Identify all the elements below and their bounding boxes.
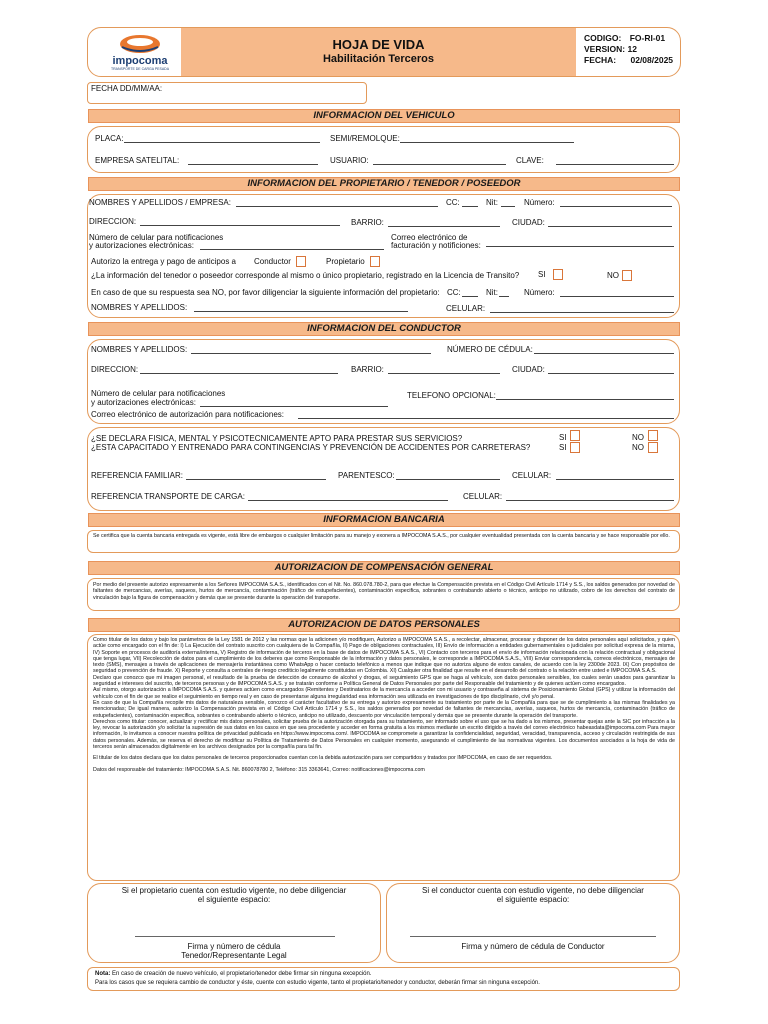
version-label: VERSION: (584, 44, 626, 54)
ref-transporte-celular-input[interactable] (506, 500, 674, 501)
nota-line-1: En caso de creación de nuevo vehículo, el propietario/tenedor debe firmar sin ninguna excepción. (112, 971, 372, 977)
section-compensacion: AUTORIZACION DE COMPENSACIÓN GENERAL (88, 561, 680, 575)
logo-text: impocoma (112, 55, 168, 67)
capacitado-si-checkbox[interactable] (570, 442, 580, 453)
cond-barrio-input[interactable] (388, 373, 500, 374)
capacitado-question: ¿ESTA CAPACITADO Y ENTRENADO PARA CONTINGENCIAS Y PREVENCIÓN DE ACCIDENTES POR CARRETERAS? (91, 443, 531, 452)
datos-p6: El titular de los datos declara que los datos personales de terceros proporcionados cuentan con la debida autorización para ser compartidos y tratados por IMPOCOMA, en caso de ser requeridos. (93, 755, 553, 762)
datos-p2: Declaro que conozco que mi imagen personal, el resultado de la prueba de detección de consumo de alcohol y drogas, el seguimiento GPS que se haga al vehículo, son datos personales sensibles, los cuales serán usados para garantizar la seguridad e intereses del suscrito, de terceros personas y de IMPOCOMA S.A.S. y se tratarán conforme a Política General de Datos Personales por parte del Responsable del tratamiento y de quienes actúen como encargados. (93, 674, 675, 688)
prop2-nombres-label: NOMBRES Y APELLIDOS: (91, 303, 188, 312)
clave-input[interactable] (556, 164, 674, 165)
cond-direccion-label: DIRECCION: (91, 365, 139, 374)
date-label: FECHA: (584, 55, 617, 65)
prop-correo-input[interactable] (486, 246, 674, 247)
prop-nit-label: Nit: (486, 198, 498, 207)
prop-direccion-input[interactable] (140, 225, 340, 226)
firma-cond-note-1: Si el conductor cuenta con estudio vigente, no debe diligenciar (422, 886, 644, 895)
prop2-nombres-input[interactable] (194, 311, 408, 312)
firma-prop-note-1: Si el propietario cuenta con estudio vigente, no debe diligenciar (121, 886, 347, 895)
prop2-nit-label: Nit: (486, 288, 498, 297)
datos-p7: Datos del responsable del tratamiento: IMPOCOMA S.A.S. Nit. 860078780 2, Teléfono: 315 3363641, Correo: notificaciones@impocoma.com (93, 766, 425, 773)
propietario-checkbox[interactable] (370, 256, 380, 267)
firma-prop-sign-2: Tenedor/Representante Legal (181, 951, 287, 960)
conductor-option-label: Conductor (254, 257, 291, 266)
ref-celular-input[interactable] (556, 479, 674, 480)
semi-input[interactable] (400, 142, 574, 143)
licencia-question: ¿La información del tenedor o poseedor corresponde al mismo o único propietario, registrado en la Licencia de Transito? (91, 271, 520, 280)
section-datos: AUTORIZACION DE DATOS PERSONALES (88, 618, 680, 632)
cond-ciudad-input[interactable] (548, 373, 674, 374)
prop-direccion-label: DIRECCION: (89, 217, 137, 226)
placa-input[interactable] (124, 142, 320, 143)
apto-question: ¿SE DECLARA FISICA, MENTAL Y PSICOTECNICAMENTE APTO PARA PRESTAR SUS SERVICIOS? (91, 434, 463, 443)
licencia-si-checkbox[interactable] (553, 269, 563, 280)
prop-nit-input[interactable] (501, 206, 515, 207)
apto-si-label: SI (559, 433, 567, 442)
firma-prop-line[interactable] (135, 936, 335, 937)
prop-numero-label: Número: (524, 198, 555, 207)
cond-telefono-label: TELEFONO OPCIONAL: (407, 391, 496, 400)
datos-p1: Como titular de los datos y bajo los parámetros de la Ley 1581 de 2012 y las normas que la adicionen y/o modifiquen, Autorizo a IMPOCOMA S.A.S., a recolectar, almacenar, procesar y disponer de los datos personales aquí solicitados, y quien actúe como encargado con el fin de: I) La Ejecución del contrato suscrito con cualquiera de la Compañía, II) Pago de obligaciones contractuales, III) Envío de información a entidades gubernamentales o judiciales por solicitud expresa de la misma, IV) Soporte en procesos de auditoría externa/interna, V) Registro de información de terceros en la base de datos de IMPOCOMA S.A.S., VI) Contacto con terceros para el envío de información relacionada con la relación contractual y obligacional que tenga lugar, VII) Recolección de datos para el cumplimiento de los deberes que como Responsable de la información y datos personales, le corresponde a IMPOCOMA S.A.S., VIII) Enviar correspondencia, correos electrónicos, mensajes de texto (SMS), mensajes a través de aplicaciones de mensajería instantánea como WhatsApp o hacer contacto telefónico a menos que indique que no autoriza alguno de estos canales, de acuerdo con la ley 2300de 2023. IX) Con propósitos de seguridad o prevención de fraude. X) Reporte y consulta a centrales de riesgo crediticio legalmente constituidas en Colombia. XI) Cualquier otra finalidad que resulte en el desarrollo del contrato o la relación entre usted e IMPOCOMA S.A.S. (93, 637, 675, 675)
parentesco-label: PARENTESCO: (338, 471, 395, 480)
datos-content (93, 637, 675, 773)
prop-numero-input[interactable] (560, 206, 672, 207)
code-label: CODIGO: (584, 33, 622, 43)
compensacion-text: Por medio del presente autorizo expresamente a los Señores IMPOCOMA S.A.S., identificados con el Nit. No. 860.078.780-2, para que efectue la Compensación prevista en el Código Civil Artículo 1714 y S.S., los saldos generados por novedad de faltantes de mercancias, averías, saqueos, hurtos de mercancía, contaminación (tráfico de estupefacientes), contaminación especifica, sobrantes o contrabando abierto o técnico, anticipo no utilizado, cobro de los derechos del contrato de vinculación bajo la figura de compensación y demás que se presente durante la operación del transporte. (93, 582, 675, 601)
fecha-label: FECHA DD/MM/AA: (91, 84, 163, 93)
logo (100, 33, 180, 73)
capacitado-si-label: SI (559, 443, 567, 452)
licencia-no-label: NO (607, 271, 619, 280)
ref-transporte-label: REFERENCIA TRANSPORTE DE CARGA: (91, 492, 245, 501)
page-title: HOJA DE VIDA (332, 37, 425, 52)
firma-cond-note-2: el siguiente espacio: (496, 895, 570, 904)
cond-direccion-input[interactable] (140, 373, 338, 374)
section-conductor: INFORMACION DEL CONDUCTOR (88, 322, 680, 336)
empresa-input[interactable] (188, 164, 318, 165)
prop-celular-input[interactable] (200, 249, 384, 250)
cond-celular-label-2: y autorizaciones electrónicas: (91, 398, 196, 407)
logo-subtext: TRANSPORTE DE CARGA PESADA (110, 67, 170, 71)
prop-correo-label-2: facturación y notificiones: (391, 241, 481, 250)
ref-familiar-input[interactable] (186, 479, 326, 480)
parentesco-input[interactable] (396, 479, 500, 480)
placa-label: PLACA: (95, 134, 124, 143)
prop2-numero-label: Número: (524, 288, 555, 297)
doc-meta (584, 33, 679, 66)
datos-p5: Derechos como titular: conocer, actualizar y rectificar mis datos personales, solicitar prueba de la autorización otorgada para su tratamiento, ser informado sobre el uso que se ha dado a los mismos, presentar quejas ante la SIC por infracción a la ley, revocar la autorización y/o solicitar la supresión de sus datos en los casos en que sea procedente y acceder en forma gratuita a los mismos mediante un escrito dirigido a través del correo electrónico habeasdata@impocoma.com Para mayor información, lo invitamos a conocer nuestra política de privacidad publicada en https://www.impocoma.com/. IMPOCOMA se compromete a garantizar la confidencialidad, seguridad, veracidad, transparencia, acceso y circulación restringida de sus datos personales. Además, se reserva el derecho de modificar su Política de Tratamiento de Datos Personales en cualquier momento, asegurando el cumplimiento de las normativas vigentes. Los documentos asociados a la hoja de vida de terceros serán almacenados digitalmente en los archivos designados por la compañía para tal fin. (93, 718, 675, 751)
caso-no-text: En caso de que su respuesta sea NO, por favor diligenciar la siguiente información del propietario: (91, 288, 440, 297)
cond-celular-input[interactable] (200, 406, 388, 407)
prop-cc-input[interactable] (462, 206, 478, 207)
cond-barrio-label: BARRIO: (351, 365, 384, 374)
section-vehiculo: INFORMACION DEL VEHICULO (88, 109, 680, 123)
code-value: FO-RI-01 (629, 33, 666, 43)
ref-familiar-label: REFERENCIA FAMILIAR: (91, 471, 184, 480)
cond-cedula-label: NÚMERO DE CÉDULA: (447, 345, 533, 354)
cond-telefono-input[interactable] (496, 399, 674, 400)
cond-cedula-input[interactable] (534, 353, 674, 354)
prop2-celular-label: CELULAR: (446, 304, 486, 313)
prop-celular-label-2: y autorizaciones electrónicas: (89, 241, 194, 250)
cond-ciudad-label: CIUDAD: (512, 365, 545, 374)
prop-nombres-label: NOMBRES Y APELLIDOS / EMPRESA: (89, 198, 231, 207)
prop2-numero-input[interactable] (560, 296, 674, 297)
nota-line-2: Para los casos que se requiera cambio de conductor y éste, cuente con estudio vigente, tanto el propietario/tenedor y conductor, deberán firmar sin ninguna excepción. (95, 980, 540, 986)
usuario-input[interactable] (373, 164, 506, 165)
prop-cc-label: CC: (446, 198, 460, 207)
section-propietario: INFORMACION DEL PROPIETARIO / TENEDOR / POSEEDOR (88, 177, 680, 191)
prop-correo-label-1: Correo electrónico de (391, 233, 468, 242)
cond-nombres-input[interactable] (191, 353, 431, 354)
prop-barrio-input[interactable] (388, 226, 500, 227)
section-bancaria: INFORMACION BANCARIA (88, 513, 680, 527)
cond-correo-input[interactable] (298, 418, 674, 419)
licencia-si-label: SI (538, 270, 546, 279)
cond-nombres-label: NOMBRES Y APELLIDOS: (91, 345, 188, 354)
firma-prop-sign-1: Firma y número de cédula (187, 942, 281, 951)
prop2-nit-input[interactable] (499, 296, 509, 297)
prop-celular-label-1: Número de celular para notificaciones (89, 233, 224, 242)
usuario-label: USUARIO: (330, 156, 369, 165)
header-title-band (181, 28, 576, 76)
prop-barrio-label: BARRIO: (351, 218, 384, 227)
conductor-checkbox[interactable] (296, 256, 306, 267)
firma-cond-line[interactable] (410, 936, 656, 937)
prop-nombres-input[interactable] (236, 206, 438, 207)
ref-transporte-celular-label: CELULAR: (463, 492, 503, 501)
ref-celular-label: CELULAR: (512, 471, 552, 480)
prop2-cc-input[interactable] (462, 296, 478, 297)
clave-label: CLAVE: (516, 156, 544, 165)
version-value: 12 (627, 44, 637, 54)
nota-text (95, 970, 675, 988)
propietario-box (87, 194, 680, 318)
nota-label: Nota: (95, 971, 111, 977)
prop-ciudad-label: CIUDAD: (512, 218, 545, 227)
firma-prop-note-2: el siguiente espacio: (197, 895, 271, 904)
prop2-celular-input[interactable] (490, 312, 674, 313)
propietario-option-label: Propietario (326, 257, 365, 266)
page-subtitle: Habilitación Terceros (322, 53, 435, 65)
apto-no-checkbox[interactable] (648, 430, 658, 441)
date-value: 02/08/2025 (630, 55, 674, 65)
datos-p4: En caso de que la Compañía recopile mis datos de naturaleza sensible, conozco el carácter facultativo de su entrega y autorizo expresamente su tratamiento por parte de la Compañía para que se de cumplimiento a las mismas finalidades ya mencionadas; De igual manera, autorizo la Compensación prevista en el Código Civil Artículo 1714 y S.S., los saldos generados por novedad de faltantes de mercancias, averías, saqueos, hurtos de mercancía, contaminación (tráfico de estupefacientes), contaminación especifica, sobrantes o contrabando abierto o técnico, anticipo no utilizado, descuento por vinculación temporal y demás que se presente durante la operación del transporte. (93, 699, 675, 719)
capacitado-no-checkbox[interactable] (648, 442, 658, 453)
apto-si-checkbox[interactable] (570, 430, 580, 441)
semi-label: SEMI/REMOLQUE: (330, 134, 400, 143)
bancaria-text: Se certifica que la cuenta bancaria entregada es vigente, está libre de embargos o cualquier limitación para su manejo y exonera a IMPOCOMA S.A.S., por cualquier eventualidad presentada con la cuenta bancaria y se hace responsable por ello. (93, 533, 670, 539)
firma-cond-sign: Firma y número de cédula de Conductor (461, 942, 605, 951)
prop-ciudad-input[interactable] (548, 226, 672, 227)
apto-no-label: NO (632, 433, 644, 442)
capacitado-no-label: NO (632, 443, 644, 452)
licencia-no-checkbox[interactable] (622, 270, 632, 281)
prop2-cc-label: CC: (447, 288, 461, 297)
cond-celular-label-1: Número de celular para notificaciones (91, 389, 226, 398)
cond-correo-label: Correo electrónico de autorización para notificaciones: (91, 410, 284, 419)
ref-transporte-input[interactable] (248, 500, 448, 501)
autorizo-label: Autorizo la entrega y pago de anticipos a (91, 257, 236, 266)
logo-mark-icon (100, 33, 180, 55)
datos-p3: Así mismo, otorgo autorización a IMPOCOMA S.A.S. y quienes actúen como encargados (Remitentes y Destinatarios de la mercancía a acceder con mi usuario y contraseña al sistema de Posicionamiento Global (GPS) y utilizar la información del vehículo con el fin de que se realice el seguimiento en tiempo real y en caso de presentarse alguna irregularidad esa información sea utilizada en investigaciones de tipo disciplinario, civil y/o penal. (93, 687, 675, 700)
empresa-label: EMPRESA SATELITAL: (95, 156, 180, 165)
